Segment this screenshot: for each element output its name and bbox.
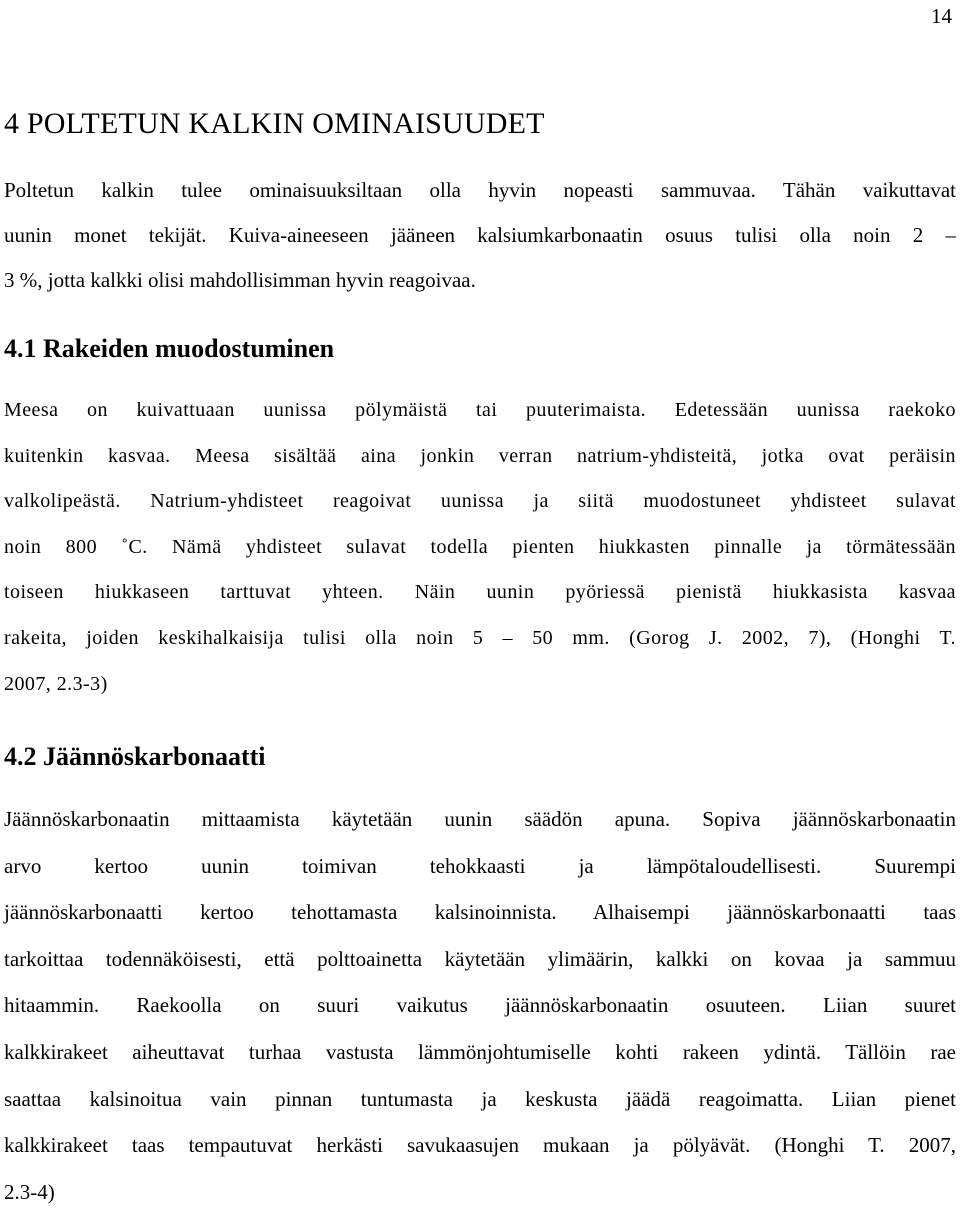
paragraph-line: 3 %, jotta kalkki olisi mahdollisimman hyvin reagoivaa. [4,268,476,292]
paragraph-line: kalkkirakeet taas tempautuvat herkästi savukaasujen mukaan ja pölyävät. (Honghi T. 2007, [4,1133,956,1158]
paragraph-line: noin 800 ˚C. Nämä yhdisteet sulavat todella pienten hiukkasten pinnalle ja törmätessään [4,535,956,558]
paragraph-line: jäännöskarbonaatti kertoo tehottamasta kalsinoinnista. Alhaisempi jäännöskarbonaatti taas [4,900,956,925]
paragraph-line: toiseen hiukkaseen tarttuvat yhteen. Näin uunin pyöriessä pienistä hiukkasista kasvaa [4,581,956,604]
paragraph-line: kalkkirakeet aiheuttavat turhaa vastusta lämmönjohtumiselle kohti rakeen ydintä. Tällöin rae [4,1039,956,1064]
paragraph-line: Jäännöskarbonaatin mittaamista käytetään uunin säädön apuna. Sopiva jäännöskarbonaatin [4,807,956,831]
chapter-title: 4 POLTETUN KALKIN OMINAISUUDET [4,107,545,140]
paragraph-line: valkolipeästä. Natrium-yhdisteet reagoivat uunissa ja siitä muodostuneet yhdisteet sulavat [4,490,956,513]
chapter-intro-paragraph [4,168,956,303]
paragraph-line: arvo kertoo uunin toimivan tehokkaasti ja lämpötaloudellisesti. Suurempi [4,853,956,878]
paragraph-line: 2.3-4) [4,1179,55,1204]
section-heading-4-2: 4.2 Jäännöskarbonaatti [4,742,266,771]
paragraph-line: uunin monet tekijät. Kuiva-aineeseen jääneen kalsiumkarbonaatin osuus tulisi olla noin 2 – [4,223,956,247]
paragraph-line: kuitenkin kasvaa. Meesa sisältää aina jonkin verran natrium-yhdisteitä, jotka ovat peräisin [4,444,956,467]
paragraph-line: Meesa on kuivattuaan uunissa pölymäistä tai puuterimaista. Edetessään uunissa raekoko [4,399,956,421]
section-4-1-paragraph [4,388,956,707]
paragraph-line: tarkoittaa todennäköisesti, että polttoainetta käytetään ylimäärin, kalkki on kovaa ja sammuu [4,946,956,971]
paragraph-line: hitaammin. Raekoolla on suuri vaikutus jäännöskarbonaatin osuuteen. Liian suuret [4,993,956,1018]
paragraph-line: saattaa kalsinoitua vain pinnan tuntumasta ja keskusta jäädä reagoimatta. Liian pienet [4,1086,956,1111]
paragraph-line: rakeita, joiden keskihalkaisija tulisi olla noin 5 – 50 mm. (Gorog J. 2002, 7), (Honghi T. [4,626,956,649]
section-heading-4-1: 4.1 Rakeiden muodostuminen [4,334,335,363]
paragraph-line: Poltetun kalkin tulee ominaisuuksiltaan olla hyvin nopeasti sammuvaa. Tähän vaikuttavat [4,178,956,202]
page-number: 14 [931,4,952,28]
section-4-2-paragraph [4,796,956,1215]
paragraph-line: 2007, 2.3-3) [4,672,108,695]
